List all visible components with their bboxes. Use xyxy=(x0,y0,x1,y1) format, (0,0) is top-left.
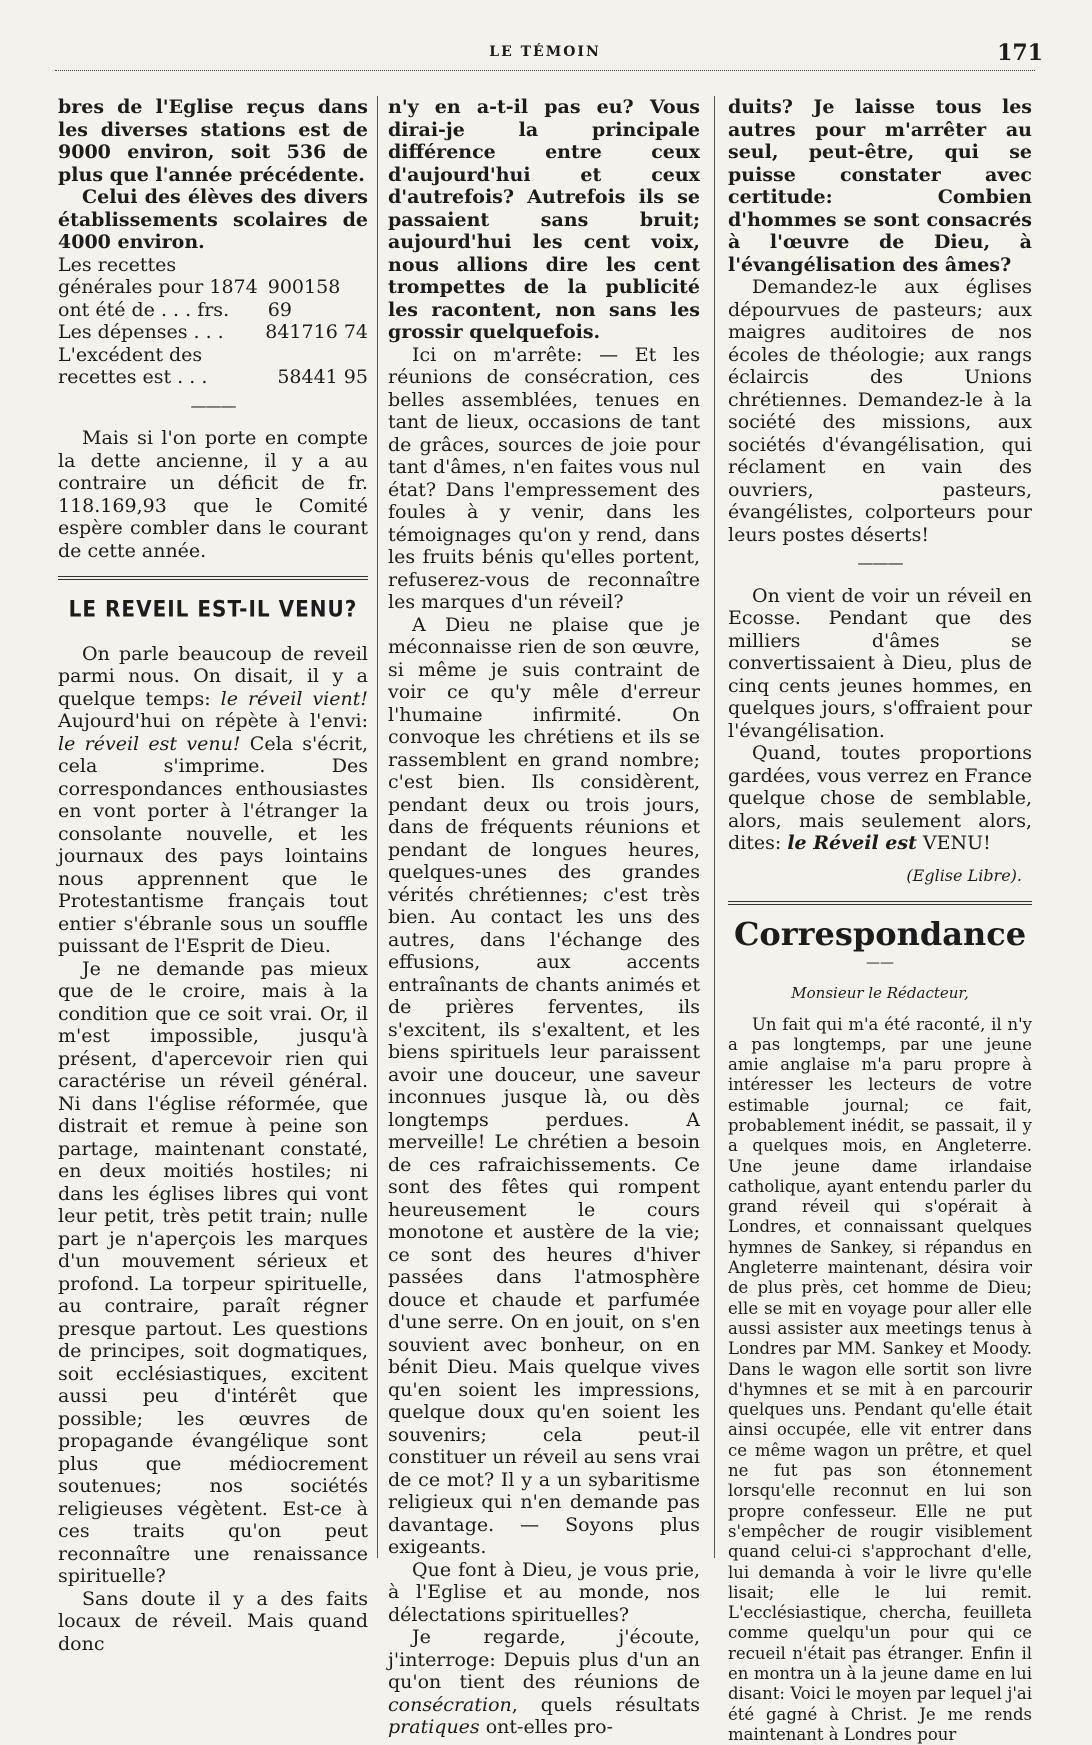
article-signature: (Eglise Libre). xyxy=(728,865,1022,888)
financial-summary xyxy=(58,254,368,389)
paragraph: Sans doute il y a des faits locaux de réveil. Mais quand donc xyxy=(58,1588,368,1656)
text-run: ont-elles pro- xyxy=(480,1716,613,1738)
column-3 xyxy=(728,96,1032,1556)
emphasis: consécration xyxy=(388,1694,512,1716)
finance-row xyxy=(58,344,368,389)
header-rule xyxy=(55,70,1035,71)
column-divider-2 xyxy=(714,96,715,1558)
paragraph: n'y en a-t-il pas eu? Vous dirai-je la principale différence entre ceux d'aujourd'hui et ceux d'autrefois? Autrefois ils se passaient sans bruit; aujourd'hui les cent voix, nous allions dire les cent trompettes de la publicité les racontent, non sans les grossir quelquefois. xyxy=(388,96,700,344)
salutation: Monsieur le Rédacteur, xyxy=(728,982,1032,1005)
running-title: LE TÉMOIN xyxy=(55,44,1035,60)
paragraph xyxy=(728,742,1032,855)
section-rule xyxy=(728,901,1032,905)
column-2 xyxy=(388,96,700,1556)
text-run: On parle beaucoup de reveil parmi nous. On disait, il y a quelque temps: xyxy=(58,643,368,710)
paragraph: Que font à Dieu, je vous prie, à l'Eglise et au monde, nos délectations spirituelles? xyxy=(388,1559,700,1627)
text-run: VENU! xyxy=(917,832,991,854)
emphasis: le réveil est venu! xyxy=(58,733,240,755)
paragraph: Ici on m'arrête: — Et les réunions de consécration, ces belles assemblées, tenues en tant de lieux, occasions de tant de grâces, sources de joie pour tant d'âmes, n'en faites vous nul état? Dans l'empressement des foules à y venir, dans les témoignages qu'on y rend, dans les fruits bénis qu'elles portent, refuserez-vous de reconnaître les marques d'un réveil? xyxy=(388,344,700,614)
emphasis: le Réveil est xyxy=(787,832,917,854)
paragraph: A Dieu ne plaise que je méconnaisse rien de son œuvre, si même je suis contraint de voir ce qu'y mêle d'erreur l'humaine infirmité. On convoque les chrétiens et ils se rassemblent en grand nombre; c'est bien. Ils considèrent, pendant deux ou trois jours, dans de fréquents réunions et pendant de longues heures, quelques-unes des grandes vérités chrétiennes; c'est très bien. Au contact les uns des autres, dans l'échange des effusions, aux accents entraînants de chants animés et de prières ferventes, ils s'excitent, ils s'exaltent, et les biens spirituels leur paraissent avoir une douceur, une saveur inconnues jusque là, ou dès longtemps perdues. A merveille! Le chrétien a besoin de ces rafraichissements. Ce sont des fêtes qui rompent heureusement le cours monotone et austère de la vie; ce sont des heures d'hiver passées dans l'atmosphère douce et chaude et parfumée d'une serre. On en jouit, on s'en souvient avec bonheur, on en bénit Dieu. Mais quelque vives qu'en soient les impressions, quelque doux qu'en soient les souvenirs; cela peut-il constituer un réveil au sens vrai de ce mot? Il y a un sybaritisme religieux qui n'en demande pas davantage. — Soyons plus exigeants. xyxy=(388,614,700,1559)
finance-value: 900158 69 xyxy=(268,276,368,321)
finance-label: Les recettes générales pour 1874 ont été de . . . frs. xyxy=(58,254,268,322)
section-title: Correspondance xyxy=(728,923,1032,946)
paragraph: Je ne demande pas mieux que de le croire, mais à la condition que ce soit vrai. Or, il m'est impossible, jusqu'à présent, d'apercevoir rien qui caractérise un réveil général. Ni dans l'église réformée, que distrait et remue à peine son partage, maintenant constaté, en deux moitiés hostiles; ni dans les églises libres qui vont leur petit, très petit train; nulle part je n'aperçois les marques d'un mouvement sérieux et profond. La torpeur spirituelle, au contraire, paraît régner presque partout. Les questions de principes, soit dogmatiques, soit ecclésiastiques, excitent aussi peu d'intérêt que possible; les œuvres de propagande évangélique sont plus que médiocrement soutenues; nos sociétés religieuses végètent. Est-ce à ces traits qu'on peut reconnaître une renaissance spirituelle? xyxy=(58,958,368,1588)
paragraph xyxy=(388,1626,700,1739)
emphasis: le réveil vient! xyxy=(221,688,368,710)
separator: ——— xyxy=(58,395,368,418)
text-run: Je regarde, j'écoute, j'interroge: Depuis plus d'un an qu'on tient des réunions de xyxy=(388,1626,700,1693)
finance-label: L'excédent des recettes est . . . xyxy=(58,344,273,389)
text-run: Quand, toutes proportions gardées, vous verrez en France quelque chose de semblable, alors, mais seulement alors, dites: xyxy=(728,742,1032,854)
emphasis: pratiques xyxy=(388,1716,480,1738)
section-title: LE REVEIL EST-IL VENU? xyxy=(58,597,368,622)
separator: —— xyxy=(728,952,1032,975)
text-run: Cela s'écrit, cela s'imprime. Des correspondances enthousiastes en vont porter à l'étranger la consolante nouvelle, et les journaux des pays lointains nous apprennent que le Protestantisme français tout entier s'ébranle sous un souffle puissant de l'Esprit de Dieu. xyxy=(58,733,368,958)
separator: ——— xyxy=(728,552,1032,575)
section-rule xyxy=(58,576,368,580)
finance-label: Les dépenses . . . xyxy=(58,321,224,344)
column-1 xyxy=(58,96,368,1556)
finance-value: 58441 95 xyxy=(277,366,368,389)
paragraph xyxy=(58,643,368,958)
finance-row xyxy=(58,254,368,322)
paragraph: Mais si l'on porte en compte la dette ancienne, il y a au contraire un déficit de fr. 118.169,93 que le Comité espère combler dans le courant de cette année. xyxy=(58,427,368,562)
column-divider-1 xyxy=(377,96,378,1558)
finance-row xyxy=(58,321,368,344)
text-run: , quels résultats xyxy=(512,1694,700,1716)
paragraph: bres de l'Eglise reçus dans les diverses stations est de 9000 environ, soit 536 de plus que l'année précédente. xyxy=(58,96,368,186)
paragraph: On vient de voir un réveil en Ecosse. Pendant que des milliers d'âmes se convertissaient à Dieu, plus de cinq cents jeunes hommes, en quelques jours, s'offraient pour l'évangélisation. xyxy=(728,585,1032,743)
paragraph: Celui des élèves des divers établissements scolaires de 4000 environ. xyxy=(58,186,368,254)
page-number: 171 xyxy=(997,40,1043,66)
page-header xyxy=(55,40,1035,74)
paragraph: Demandez-le aux églises dépourvues de pasteurs; aux maigres auditoires de nos écoles de théologie; aux rangs éclaircis des Unions chrétiennes. Demandez-le à la société des missions, aux sociétés d'évangélisation, qui réclament en vain des ouvriers, pasteurs, évangélistes, colporteurs pour leurs postes déserts! xyxy=(728,276,1032,546)
paragraph: Un fait qui m'a été raconté, il n'y a pas longtemps, par une jeune amie anglaise m'a paru propre à intéresser les lecteurs de votre estimable journal; ce fait, probablement inédit, se passait, il y a quelques mois, en Angleterre. Une jeune dame irlandaise catholique, ayant entendu parler du grand réveil qui s'opérait à Londres, et connaissant quelques hymnes de Sankey, si répandus en Angleterre maintenant, désira voir de plus près, cet homme de Dieu; elle se mit en voyage pour aller elle aussi assister aux meetings tenus à Londres par MM. Sankey et Moody. Dans le wagon elle sortit son livre d'hymnes et se mit à en parcourir quelques uns. Pendant qu'elle était ainsi occupée, elle vit entrer dans ce même wagon un prêtre, et quel ne fut pas son étonnement lorsqu'elle reconnut en lui son propre confesseur. Elle ne put s'empêcher de rougir visiblement quand celui-ci s'approchant d'elle, lui demanda à voir le livre qu'elle lisait; elle le lui remit. L'ecclésiastique, chercha, feuilleta comme quelqu'un pour qui ce recueil n'était pas étranger. Enfin il en montra un à la jeune dame en lui disant: Voici le moyen par lequel j'ai été gagné à Christ. Je me rends maintenant à Londres pour xyxy=(728,1015,1032,1745)
paragraph: duits? Je laisse tous les autres pour m'arrêter au seul, peut-être, qui se puisse constater avec certitude: Combien d'hommes se sont consacrés à l'œuvre de Dieu, à l'évangélisation des âmes? xyxy=(728,96,1032,276)
finance-value: 841716 74 xyxy=(265,321,368,344)
text-run: Aujourd'hui on répète à l'envi: xyxy=(58,710,368,732)
